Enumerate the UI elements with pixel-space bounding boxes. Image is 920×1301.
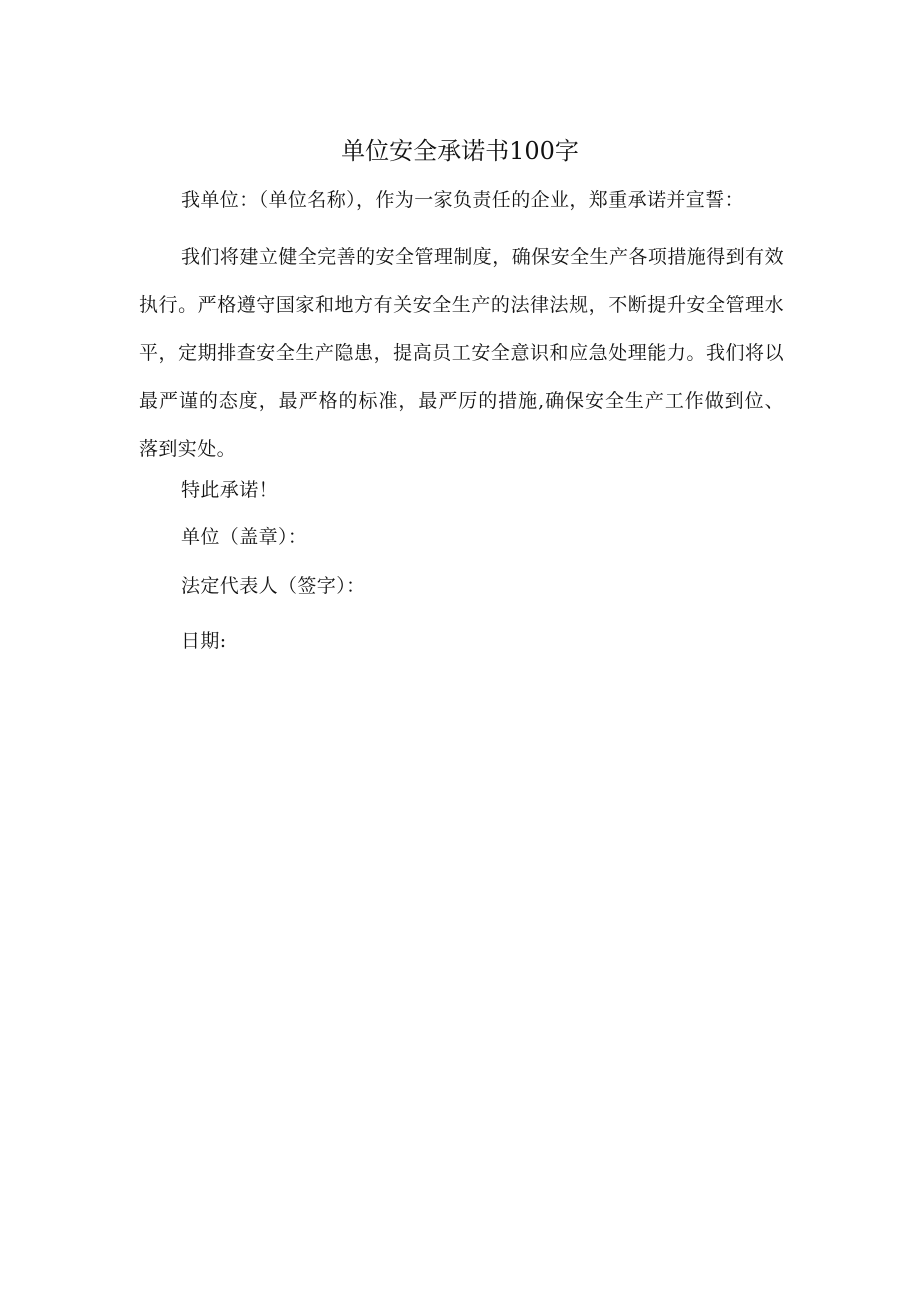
unit-seal-line: 单位（盖章）： xyxy=(181,526,308,548)
closing-line: 特此承诺！ xyxy=(181,479,279,501)
representative-signature-line: 法定代表人（签字）： xyxy=(181,575,366,597)
body-paragraph: 我们将建立健全完善的安全管理制度，确保安全生产各项措施得到有效执行。严格遵守国家和地方有关安全生产的法律法规，不断提升安全管理水平，定期排查安全生产隐患，提高员工安全意识和应急处理能力。我们将以最严谨的态度，最严格的标准，最严厉的措施,确保安全生产工作做到位、落到实处。 xyxy=(139,246,784,460)
intro-paragraph: 我单位：（单位名称），作为一家负责任的企业，郑重承诺并宣誓： xyxy=(181,189,745,211)
document-title: 单位安全承诺书100字 xyxy=(341,137,579,165)
date-line: 日期: xyxy=(181,630,227,652)
